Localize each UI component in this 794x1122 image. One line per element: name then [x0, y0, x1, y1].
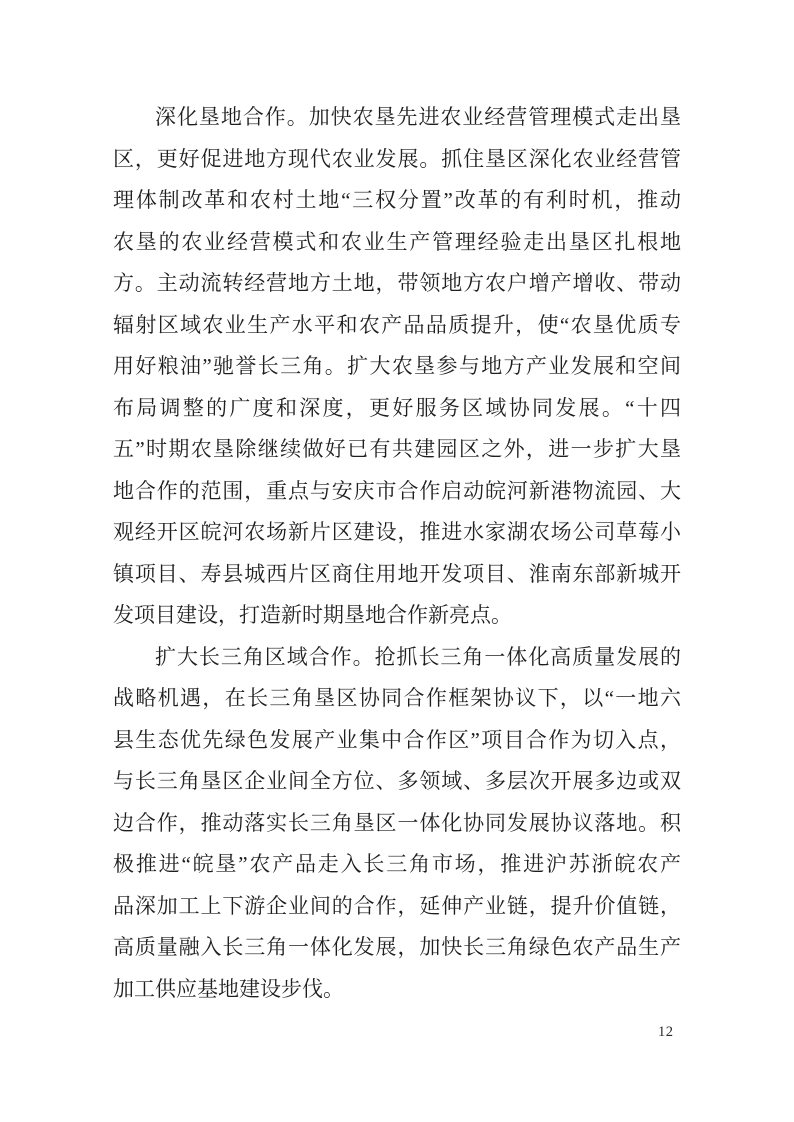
body-line: 极推进“皖垦”农产品走入长三角市场，推进沪苏浙皖农产	[113, 852, 681, 876]
body-line: 边合作，推动落实长三角垦区一体化协同发展协议落地。积	[113, 810, 681, 835]
body-line: 高质量融入长三角一体化发展，加快长三角绿色农产品生产	[113, 935, 681, 959]
body-line: 镇项目、寿县城西片区商住用地开发项目、淮南东部新城开	[113, 561, 681, 586]
page-number: 12	[658, 1024, 674, 1040]
body-line: 战略机遇，在长三角垦区协同合作框架协议下，以“一地六	[113, 686, 681, 710]
body-line: 发项目建设，打造新时期垦地合作新亮点。	[113, 603, 512, 627]
body-line: 辐射区域农业生产水平和农产品品质提升，使“农垦优质专	[113, 312, 681, 337]
paragraph-2	[113, 637, 681, 1011]
body-line: 用好粮油”驰誉长三角。扩大农垦参与地方产业发展和空间	[113, 354, 681, 378]
body-line: 地合作的范围，重点与安庆市合作启动皖河新港物流园、大	[113, 478, 681, 503]
body-line: 加工供应基地建设步伐。	[113, 976, 344, 1001]
paragraph-1	[113, 97, 681, 637]
body-line: 扩大长三角区域合作。抢抓长三角一体化高质量发展的	[155, 644, 681, 669]
document-body	[113, 97, 681, 1010]
body-line: 品深加工上下游企业间的合作，延伸产业链，提升价值链，	[113, 893, 681, 918]
body-line: 农垦的农业经营模式和农业生产管理经验走出垦区扎根地	[113, 229, 681, 254]
body-line: 方。主动流转经营地方土地，带领地方农户增产增收、带动	[113, 271, 681, 295]
body-line: 观经开区皖河农场新片区建设，推进水家湖农场公司草莓小	[113, 520, 681, 544]
body-line: 深化垦地合作。加快农垦先进农业经营管理模式走出垦	[155, 105, 681, 129]
body-line: 五”时期农垦除继续做好已有共建园区之外，进一步扩大垦	[113, 437, 681, 461]
body-line: 理体制改革和农村土地“三权分置”改革的有利时机，推动	[113, 188, 681, 212]
body-line: 区，更好促进地方现代农业发展。抓住垦区深化农业经营管	[113, 146, 681, 171]
body-line: 县生态优先绿色发展产业集中合作区”项目合作为切入点，	[113, 727, 681, 752]
body-line: 布局调整的广度和深度，更好服务区域协同发展。“十四	[113, 395, 681, 420]
body-line: 与长三角垦区企业间全方位、多领域、多层次开展多边或双	[113, 769, 681, 793]
